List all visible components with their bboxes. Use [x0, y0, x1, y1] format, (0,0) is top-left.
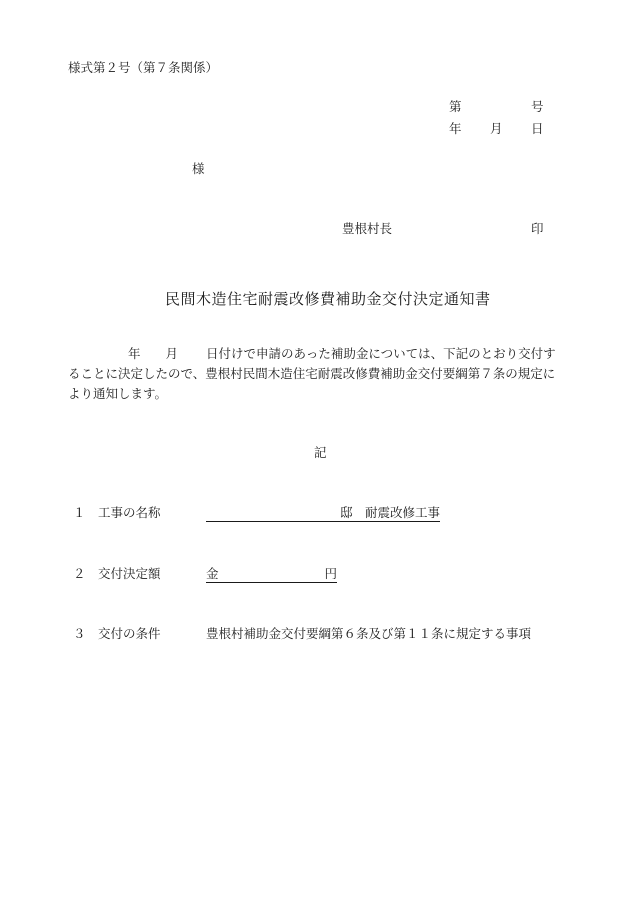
body-line-3: より通知します。 — [68, 386, 168, 401]
item-label-conditions: 交付の条件 — [98, 626, 161, 641]
item-label-grant-amount: 交付決定額 — [98, 566, 161, 581]
item-label-construction-name: 工事の名称 — [98, 505, 161, 520]
issuer-name: 豊根村長 — [342, 221, 393, 236]
body-line-1-text: 日付けで申請のあった補助金については、下記のとおり交付す — [206, 346, 556, 361]
body-paragraph — [68, 344, 600, 404]
ki-heading: 記 — [314, 445, 327, 460]
item-number-2: ２ — [73, 566, 86, 581]
item-value-grant-amount — [206, 568, 337, 581]
seal-mark: 印 — [531, 221, 544, 236]
body-line-2: ることに決定したので、豊根村民間木造住宅耐震改修費補助金交付要綱第７条の規定に — [68, 366, 556, 381]
body-year: 年 — [128, 346, 141, 361]
date-year-label: 年 — [449, 121, 462, 136]
grant-amount-prefix: 金 — [206, 566, 219, 581]
item-value-construction-name — [206, 507, 440, 520]
item-number-3: ３ — [73, 626, 86, 641]
document-number-suffix: 号 — [531, 99, 544, 114]
date-month-label: 月 — [490, 121, 503, 136]
item-value-conditions: 豊根村補助金交付要綱第６条及び第１１条に規定する事項 — [206, 626, 532, 641]
grant-amount-suffix: 円 — [324, 566, 338, 581]
date-day-label: 日 — [531, 121, 544, 136]
body-month: 月 — [165, 346, 179, 361]
document-number-prefix: 第 — [449, 99, 462, 114]
construction-name-underline — [206, 505, 440, 522]
addressee-suffix: 様 — [192, 161, 205, 176]
grant-amount-underline — [206, 566, 337, 583]
document-title: 民間木造住宅耐震改修費補助金交付決定通知書 — [165, 290, 491, 308]
item-number-1: １ — [73, 505, 86, 520]
form-number: 様式第２号（第７条関係） — [68, 60, 219, 75]
construction-name-suffix: 邸 耐震改修工事 — [340, 505, 441, 520]
body-line-1 — [68, 344, 600, 364]
